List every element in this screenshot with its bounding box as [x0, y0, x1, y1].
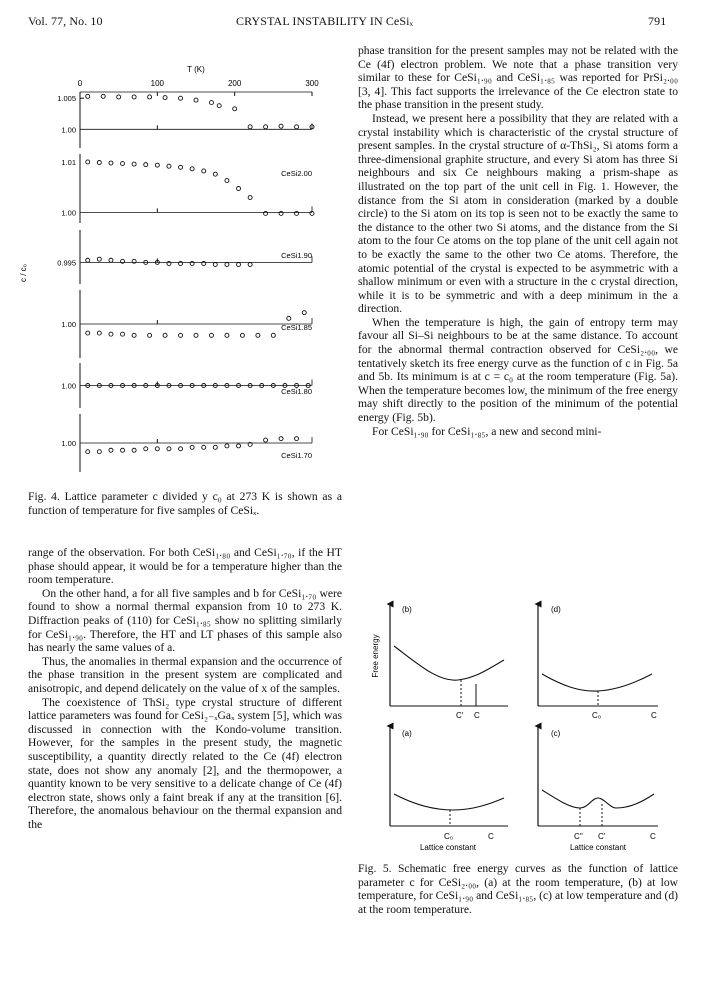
data-point [248, 196, 252, 200]
data-point [132, 333, 136, 337]
data-point [202, 445, 206, 449]
data-point [213, 263, 217, 267]
data-point [264, 125, 268, 129]
data-point [109, 258, 113, 262]
paragraph: On the other hand, a for all five samples and b for CeSi₁.₇₀ were found to show a normal thermal expansion from 10 to 273 K. Diffraction peaks of (110) for CeSi₁.₈₅ show no splitting similarly for CeSi₁.₉₀. Therefore, the HT and LT phases of this sample also has nearly the same values of a. [28, 586, 342, 655]
data-point [148, 333, 152, 337]
figure-4-caption: Fig. 4. Lattice parameter c divided y c₀ at 273 K is shown as a function of temperature for five samples of CeSiₓ. [28, 490, 342, 517]
top-tick-100: 100 [150, 79, 165, 88]
figure-5-caption: Fig. 5. Schematic free energy curves as the function of lattice parameter c for CeSi₂.₀₀, (a) at the room temperature, (b) at low temperature, for CeSi₁.₉₀ and CeSi₁.₈₅, (c) at low temperature and (d) at the room temperature. [358, 862, 678, 916]
data-point [202, 169, 206, 173]
panel-d [538, 604, 658, 720]
data-point [163, 96, 167, 100]
data-point [279, 124, 283, 128]
data-point [109, 332, 113, 336]
sample-label: CeSi2.00 [281, 169, 312, 178]
data-point [97, 257, 101, 261]
panel-label: (a) [402, 729, 412, 738]
data-point [167, 447, 171, 451]
paragraph: range of the observation. For both CeSi₁.₈₀ and CeSi₁.₇₀, if the HT phase should appear, it would be for a temperature higher than the room temperature. [28, 546, 342, 587]
data-point [109, 448, 113, 452]
data-point [97, 331, 101, 335]
data-point [256, 333, 260, 337]
c0-label: C₀ [592, 711, 602, 720]
data-point [86, 258, 90, 262]
c-double-prime-label: C'' [574, 832, 583, 841]
data-point [295, 125, 299, 129]
data-point [217, 104, 221, 108]
panel-label: (d) [551, 605, 561, 614]
free-energy-label: Free energy [371, 634, 380, 678]
data-point [97, 160, 101, 164]
panel-3 [61, 290, 312, 358]
data-point [213, 445, 217, 449]
data-point [86, 331, 90, 335]
figure-4 [20, 58, 342, 490]
sample-label: CeSi1.70 [281, 451, 312, 460]
data-point [86, 160, 90, 164]
data-point [233, 107, 237, 111]
panel-label: (c) [551, 729, 561, 738]
c-label: C [488, 832, 494, 841]
data-point [179, 165, 183, 169]
data-point [287, 316, 291, 320]
running-title: CRYSTAL INSTABILITY IN CeSiₓ [236, 14, 414, 28]
paragraph: Instead, we present here a possibility that they are related with a crystal instability which is characteristic of the crystal structure of present samples. In the crystal structure of α-ThSi₂, Si atoms form a three-dimensional graphite structure, and every Si atom has three Si neighbours and six Ce neighbours making a prism-shape as illustrated on the top part of the unit cell in Fig. 1. However, the distance from the Si atom in consideration (marked by a double circle) to the Si atom on its top is seen not to be exactly the same to the distance to the other two Si atoms, and the distance from the Si atom to the four Ce atoms on the top plane of the unit cell again not to be exactly the same to the other two Ce atoms. Therefore, the atomic potential of the crystal is expected to be asymmetric with a shallow minimum or even with a structure in the c crystal direction, while it is to be symmetric and with a deep minimum in the a direction. [358, 111, 678, 316]
data-point [155, 447, 159, 451]
data-point [225, 263, 229, 267]
paragraph: When the temperature is high, the gain of entropy term may favour all Si–Si neighbours to be at the same distance. To account for the abnormal thermal contraction observed for CeSi₂.₀₀, we tentatively sketch its free energy curve as the function of c in Fig. 5a and 5b. Its minimum is at c = c₀ at the room temperature (Fig. 5a). When the temperature becomes low, the minimum of the free energy may shift directly to the position of the minimum of the potential energy (Fig. 5b). [358, 315, 678, 425]
data-point [121, 448, 125, 452]
panel-5 [61, 414, 312, 472]
top-tick-300: 300 [305, 79, 319, 88]
data-point [179, 333, 183, 337]
sample-label: CeSi1.90 [281, 251, 312, 260]
panel-1 [61, 154, 314, 223]
sample-label: CeSi1.80 [281, 387, 312, 396]
data-point [237, 187, 241, 191]
y-tick-label: 1.00 [61, 125, 76, 135]
free-energy-curve [394, 794, 504, 810]
left-column [28, 546, 342, 831]
panel-4 [61, 363, 312, 408]
data-point [225, 333, 229, 337]
data-point [132, 162, 136, 166]
c0-label: C₀ [444, 832, 454, 841]
data-point [194, 333, 198, 337]
right-column [358, 44, 678, 438]
free-energy-curve [542, 674, 652, 691]
data-point [121, 332, 125, 336]
y-tick-label: 1.00 [61, 381, 76, 391]
data-point [148, 95, 152, 99]
data-point [237, 444, 241, 448]
panel-b [390, 604, 508, 720]
y-tick-label: 1.01 [61, 157, 76, 167]
c-prime-label: C' [456, 711, 464, 720]
top-axis-label: T (K) [187, 65, 205, 74]
data-point [225, 179, 229, 183]
data-point [101, 94, 105, 98]
free-energy-curve [542, 790, 654, 808]
paragraph: The coexistence of ThSi₂ type crystal structure of different lattice parameters was found for CeSi₂₋ₓGaₓ system [5], which was discussed in connection with the Kondo-volume transition. However, for the samples in the present study, the magnetic susceptibility, a quantity directly related to the Ce (4f) electron state, does not show any anomaly [2], and the thermopower, a quantity known to be very sensitive to a delicate change of Ce (4f) electron state, shows only a faint break if any at the transition [6]. Therefore, the anomalous behaviour on the thermal expansion and the [28, 695, 342, 831]
data-point [117, 95, 121, 99]
data-point [163, 333, 167, 337]
data-point [240, 333, 244, 337]
page-number: 791 [648, 14, 667, 28]
data-point [194, 98, 198, 102]
top-tick-0: 0 [77, 79, 83, 88]
data-point [190, 445, 194, 449]
data-point [271, 333, 275, 337]
panel-label: (b) [402, 605, 412, 614]
journal-volume: Vol. 77, No. 10 [28, 14, 103, 28]
data-point [209, 101, 213, 105]
data-point [144, 163, 148, 167]
data-point [225, 444, 229, 448]
y-axis-label: c / c₀ [19, 264, 28, 282]
figure-5 [358, 594, 678, 856]
figure-4-plot [20, 58, 342, 490]
data-point [121, 162, 125, 166]
figure-5-diagram [358, 594, 678, 856]
data-point [209, 333, 213, 337]
data-point [144, 447, 148, 451]
x-axis-label: Lattice constant [569, 843, 627, 852]
y-tick-label: 1.00 [61, 208, 76, 218]
free-energy-curve [394, 646, 504, 680]
panel-a [390, 726, 508, 852]
c-label: C [474, 711, 480, 720]
data-point [132, 95, 136, 99]
data-point [190, 167, 194, 171]
data-point [167, 164, 171, 168]
y-tick-label: 1.005 [57, 94, 76, 104]
panel-c [538, 726, 658, 852]
data-point [179, 96, 183, 100]
paragraph: For CeSi₁.₉₀ for CeSi₁.₈₅, a new and second mini- [372, 424, 602, 438]
y-tick-label: 0.995 [57, 258, 76, 268]
data-point [264, 438, 268, 442]
data-point [86, 94, 90, 98]
data-point [279, 437, 283, 441]
c-label: C [650, 832, 656, 841]
data-point [213, 172, 217, 176]
data-point [237, 263, 241, 267]
data-point [248, 263, 252, 267]
data-point [295, 437, 299, 441]
data-point [302, 311, 306, 315]
paragraph: Thus, the anomalies in thermal expansion and the occurrence of the phase transition in the present system are complicated and anisotropic, and depend delicately on the value of x of the samples. [28, 654, 342, 695]
c-label: C [651, 711, 657, 720]
top-tick-200: 200 [227, 79, 242, 88]
panel-0 [57, 92, 314, 148]
data-point [86, 450, 90, 454]
paragraph: phase transition for the present samples may not be related with the Ce (4f) electron problem. We note that a phase transition very similar to these for CeSi₁.₉₀ and CeSi₁.₈₅ was reported for PrSi₂.₀₀ [3, 4]. This fact supports the irrelevance of the Ce electron state to the phase transition in the present study. [358, 44, 678, 112]
data-point [179, 447, 183, 451]
data-point [109, 161, 113, 165]
data-point [132, 448, 136, 452]
panel-2 [57, 230, 312, 284]
c-prime-label: C' [598, 832, 606, 841]
x-axis-label: Lattice constant [419, 843, 477, 852]
data-point [155, 163, 159, 167]
y-tick-label: 1.00 [61, 439, 76, 448]
sample-label: CeSi1.85 [281, 323, 312, 332]
data-point [248, 125, 252, 129]
data-point [97, 450, 101, 454]
y-tick-label: 1.00 [61, 320, 76, 329]
